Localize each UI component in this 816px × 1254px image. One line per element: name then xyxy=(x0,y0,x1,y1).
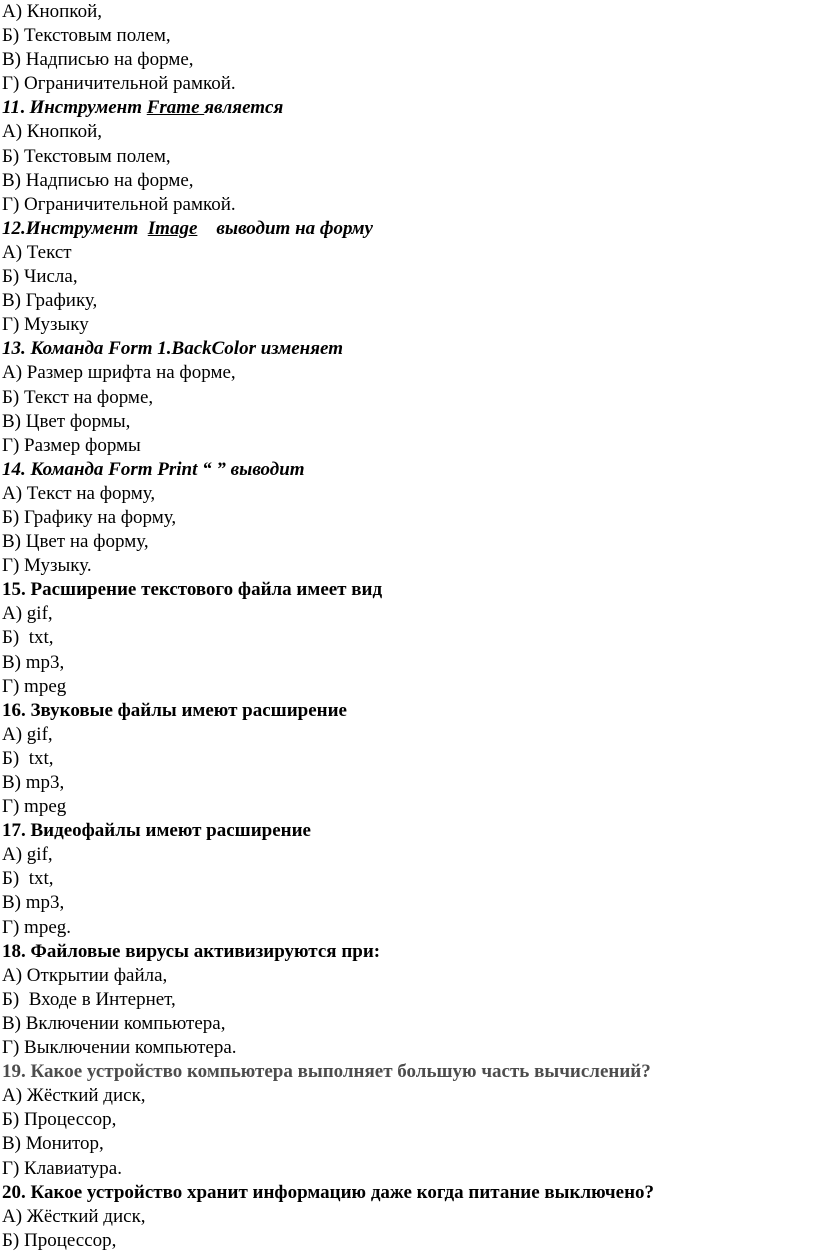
q18-option-c: В) Включении компьютера, xyxy=(2,1012,226,1034)
q18-option-d: Г) Выключении компьютера. xyxy=(2,1037,237,1059)
q12-suffix: выводит на форму xyxy=(197,217,373,239)
q16-title: 16. Звуковые файлы имеют расширение xyxy=(2,699,347,721)
q12-option-b: Б) Числа, xyxy=(2,266,78,288)
q17-option-d: Г) mpeg. xyxy=(2,916,72,938)
q12-term: Image xyxy=(147,217,198,239)
q16-option-d: Г) mpeg xyxy=(2,796,67,818)
q10-option-a: А) Кнопкой, xyxy=(2,1,102,22)
q11-number: 11 xyxy=(2,97,20,119)
q11-option-b: Б) Текстовым полем, xyxy=(2,145,171,167)
q11-option-a: А) Кнопкой, xyxy=(2,121,102,143)
q17-option-b: Б) txt, xyxy=(2,868,54,890)
q11-option-d: Г) Ограничительной рамкой. xyxy=(2,193,236,215)
q20-title: 20. Какое устройство хранит информацию даже когда питание выключено? xyxy=(2,1181,655,1203)
q12-prefix: 12.Инструмент xyxy=(2,217,148,239)
q17-title: 17. Видеофайлы имеют расширение xyxy=(2,820,311,842)
q15-option-a: А) gif, xyxy=(2,603,53,625)
q19-option-b: Б) Процессор, xyxy=(2,1109,117,1131)
q19-option-d: Г) Клавиатура. xyxy=(2,1157,122,1179)
q11-separator: . xyxy=(19,97,30,119)
q17-option-c: В) mp3, xyxy=(2,892,65,914)
q11-term: Frame xyxy=(146,97,205,119)
q10-option-b: Б) Текстовым полем, xyxy=(2,25,171,47)
q18-option-a: А) Открытии файла, xyxy=(2,964,168,986)
q11-text-start: Инструмент xyxy=(29,97,147,119)
q15-option-d: Г) mpeg xyxy=(2,675,67,697)
q11-title xyxy=(2,96,814,120)
q12-option-d: Г) Музыку xyxy=(2,314,89,336)
q14-option-c: В) Цвет на форму, xyxy=(2,531,149,553)
q14-option-a: А) Текст на форму, xyxy=(2,482,156,504)
q19-option-a: А) Жёсткий диск, xyxy=(2,1085,146,1107)
q14-title: 14. Команда Form Print “ ” выводит xyxy=(2,458,305,480)
q16-option-a: А) gif, xyxy=(2,723,53,745)
q20-option-a: А) Жёсткий диск, xyxy=(2,1205,146,1227)
q11-option-c: В) Надписью на форме, xyxy=(2,169,194,191)
q12-option-a: А) Текст xyxy=(2,241,72,263)
q13-title: 13. Команда Form 1.BackColor изменяет xyxy=(2,338,343,360)
q18-title: 18. Файловые вирусы активизируются при: xyxy=(2,940,381,962)
q19-option-c: В) Монитор, xyxy=(2,1133,104,1155)
q13-option-d: Г) Размер формы xyxy=(2,434,141,456)
q20-option-b: Б) Процессор, xyxy=(2,1229,117,1251)
q13-option-c: В) Цвет формы, xyxy=(2,410,131,432)
q15-option-c: В) mp3, xyxy=(2,651,65,673)
q11-text-end: является xyxy=(204,97,284,119)
q12-option-c: В) Графику, xyxy=(2,290,98,312)
q10-option-c: В) Надписью на форме, xyxy=(2,49,194,71)
q14-option-d: Г) Музыку. xyxy=(2,555,92,577)
q13-option-a: А) Размер шрифта на форме, xyxy=(2,362,236,384)
q14-option-b: Б) Графику на форму, xyxy=(2,506,177,528)
q15-title: 15. Расширение текстового файла имеет вид xyxy=(2,579,383,601)
q19-title: 19. Какое устройство компьютера выполняет большую часть вычислений? xyxy=(2,1061,651,1083)
q12-title xyxy=(2,217,814,241)
q16-option-b: Б) txt, xyxy=(2,747,54,769)
q17-option-a: А) gif, xyxy=(2,844,53,866)
document-page xyxy=(2,0,814,1253)
q13-option-b: Б) Текст на форме, xyxy=(2,386,154,408)
q18-option-b: Б) Входе в Интернет, xyxy=(2,988,176,1010)
q10-option-d: Г) Ограничительной рамкой. xyxy=(2,73,236,95)
q16-option-c: В) mp3, xyxy=(2,772,65,793)
q15-option-b: Б) txt, xyxy=(2,627,54,649)
